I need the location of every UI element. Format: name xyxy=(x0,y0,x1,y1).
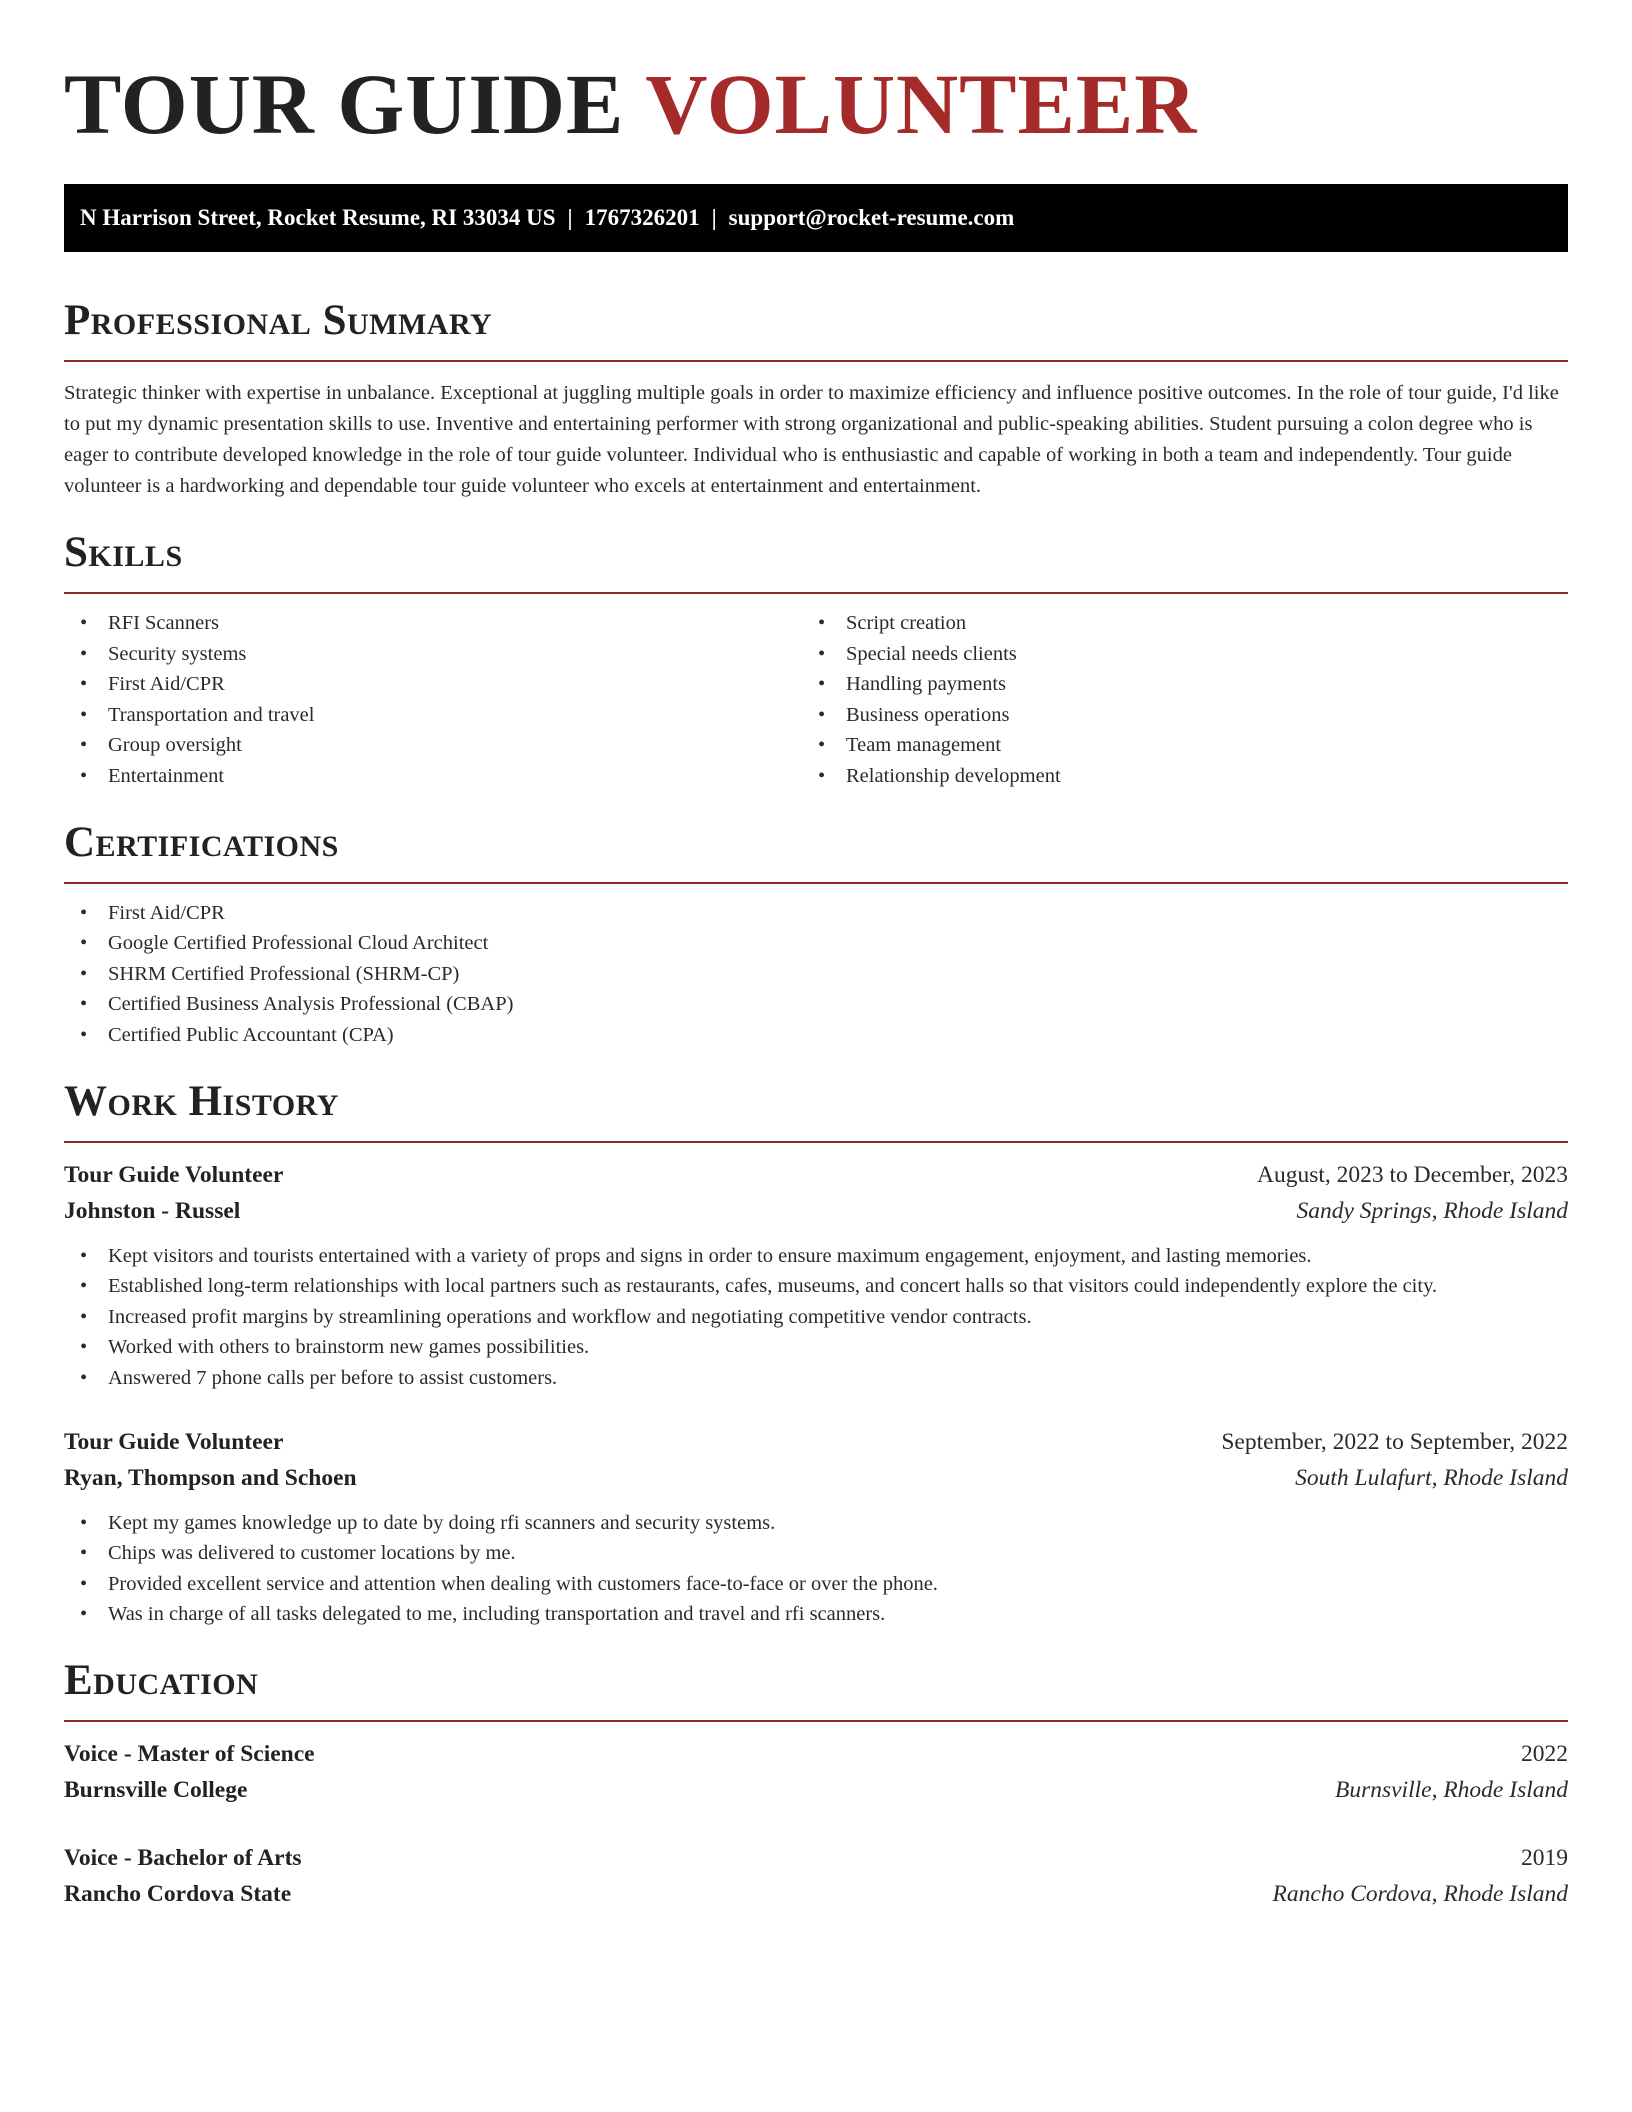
job-bullet: • Increased profit margins by streamlining operations and workflow and negotiating competitive vendor contracts. xyxy=(64,1302,1568,1333)
job-entry xyxy=(64,1424,1568,1630)
section-divider xyxy=(64,1720,1568,1722)
job-bullets xyxy=(64,1508,1568,1630)
certification-item: • Certified Business Analysis Professional (CBAP) xyxy=(64,989,1568,1020)
job-title: Tour Guide Volunteer xyxy=(64,1428,284,1455)
section-heading-summary: Professional Summary xyxy=(64,297,493,344)
job-bullet: • Provided excellent service and attention when dealing with customers face-to-face or over the phone. xyxy=(64,1569,1568,1600)
job-title: Tour Guide Volunteer xyxy=(64,1161,284,1188)
job-header-row xyxy=(64,1424,1568,1460)
section-divider xyxy=(64,882,1568,884)
job-location: Sandy Springs, Rhode Island xyxy=(1296,1197,1568,1224)
education-year: 2019 xyxy=(1521,1844,1568,1871)
skill-item: • Team management xyxy=(816,730,1568,761)
contact-email: support@rocket-resume.com xyxy=(728,205,1015,230)
job-dates: August, 2023 to December, 2023 xyxy=(1256,1161,1568,1188)
title-highlight-word: VOLUNTEER xyxy=(645,56,1198,152)
skill-item: • Transportation and travel xyxy=(64,700,816,731)
education-location: Burnsville, Rhode Island xyxy=(1334,1776,1568,1803)
job-dates: September, 2022 to September, 2022 xyxy=(1221,1428,1568,1455)
skills-list-left xyxy=(64,608,816,792)
skills-list-right xyxy=(816,608,1568,792)
skill-item: • RFI Scanners xyxy=(64,608,816,639)
job-company-row xyxy=(64,1193,1568,1229)
skill-item: • First Aid/CPR xyxy=(64,669,816,700)
job-header-row xyxy=(64,1157,1568,1193)
education-location: Rancho Cordova, Rhode Island xyxy=(1272,1880,1568,1907)
education-section xyxy=(64,1656,1568,1912)
education-degree-row xyxy=(64,1840,1568,1876)
skill-item: • Entertainment xyxy=(64,761,816,792)
summary-section xyxy=(64,296,1568,502)
job-bullet: • Answered 7 phone calls per before to assist customers. xyxy=(64,1363,1568,1394)
skill-item: • Handling payments xyxy=(816,669,1568,700)
job-entry xyxy=(64,1157,1568,1394)
job-company: Ryan, Thompson and Schoen xyxy=(64,1464,357,1491)
skill-item: • Business operations xyxy=(816,700,1568,731)
skill-item: • Special needs clients xyxy=(816,639,1568,670)
education-school: Rancho Cordova State xyxy=(64,1880,292,1907)
education-school: Burnsville College xyxy=(64,1776,248,1803)
job-bullet: • Kept visitors and tourists entertained with a variety of props and signs in order to ensure maximum engagement, enjoyment, and lasting memories. xyxy=(64,1241,1568,1272)
section-heading-education: Education xyxy=(64,1656,259,1704)
resume-title xyxy=(64,0,1568,150)
title-first-word: TOUR GUIDE xyxy=(64,56,625,152)
section-divider xyxy=(64,592,1568,594)
education-degree: Voice - Master of Science xyxy=(64,1740,315,1767)
contact-bar xyxy=(64,184,1568,252)
job-bullet: • Kept my games knowledge up to date by doing rfi scanners and security systems. xyxy=(64,1508,1568,1539)
contact-address: N Harrison Street, Rocket Resume, RI 33034 US xyxy=(80,205,556,230)
certifications-list xyxy=(64,898,1568,1051)
section-heading-certifications: Certifications xyxy=(64,818,339,866)
skills-grid xyxy=(64,608,1568,792)
education-entry xyxy=(64,1736,1568,1808)
contact-separator: | xyxy=(567,205,573,230)
certification-item: • Certified Public Accountant (CPA) xyxy=(64,1020,1568,1051)
contact-separator: | xyxy=(711,205,717,230)
job-company: Johnston - Russel xyxy=(64,1197,241,1224)
skill-item: • Security systems xyxy=(64,639,816,670)
skill-item: • Group oversight xyxy=(64,730,816,761)
education-school-row xyxy=(64,1876,1568,1912)
education-degree: Voice - Bachelor of Arts xyxy=(64,1844,302,1871)
certification-item: • SHRM Certified Professional (SHRM-CP) xyxy=(64,959,1568,990)
work-history-section xyxy=(64,1077,1568,1630)
skill-item: • Relationship development xyxy=(816,761,1568,792)
certification-item: • Google Certified Professional Cloud Architect xyxy=(64,928,1568,959)
skills-section xyxy=(64,528,1568,792)
section-divider xyxy=(64,360,1568,362)
certification-item: • First Aid/CPR xyxy=(64,898,1568,929)
job-location: South Lulafurt, Rhode Island xyxy=(1295,1464,1568,1491)
section-divider xyxy=(64,1141,1568,1143)
summary-text: Strategic thinker with expertise in unbalance. Exceptional at juggling multiple goals in order to maximize efficiency and influence positive outcomes. In the role of tour guide, I'd like to put my dynamic presentation skills to use. Inventive and entertaining performer with strong organizational and public-speaking abilities. Student pursuing a colon degree who is eager to contribute developed knowledge in the role of tour guide volunteer. Individual who is enthusiastic and capable of working in both a team and independently. Tour guide volunteer is a hardworking and dependable tour guide volunteer who excels at entertainment and entertainment. xyxy=(64,382,1559,497)
job-bullet: • Was in charge of all tasks delegated to me, including transportation and travel and rfi scanners. xyxy=(64,1599,1568,1630)
job-bullet: • Chips was delivered to customer locations by me. xyxy=(64,1538,1568,1569)
job-company-row xyxy=(64,1460,1568,1496)
education-entry xyxy=(64,1840,1568,1912)
education-degree-row xyxy=(64,1736,1568,1772)
certifications-section xyxy=(64,818,1568,1051)
education-year: 2022 xyxy=(1521,1740,1568,1767)
job-bullet: • Established long-term relationships with local partners such as restaurants, cafes, museums, and concert halls so that visitors could independently explore the city. xyxy=(64,1271,1568,1302)
section-heading-work-history: Work History xyxy=(64,1077,339,1125)
job-bullet: • Worked with others to brainstorm new games possibilities. xyxy=(64,1332,1568,1363)
education-school-row xyxy=(64,1772,1568,1808)
skill-item: • Script creation xyxy=(816,608,1568,639)
job-bullets xyxy=(64,1241,1568,1394)
contact-phone: 1767326201 xyxy=(584,205,700,230)
section-heading-skills: Skills xyxy=(64,529,183,576)
